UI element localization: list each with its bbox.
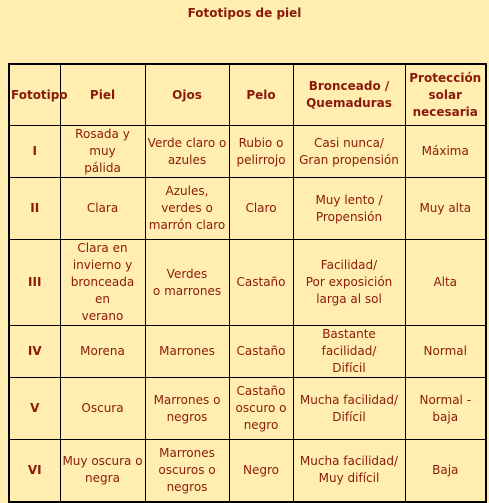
cell-pelo: Claro — [229, 178, 293, 240]
cell-pelo: Negro — [229, 440, 293, 502]
table-row — [9, 240, 486, 326]
cell-bronceado: Casi nunca/ Gran propensión — [293, 126, 405, 178]
cell-ojos: Verdes o marrones — [145, 240, 229, 326]
cell-piel: Oscura — [60, 378, 145, 440]
header-proteccion: Protección solar necesaria — [405, 64, 486, 126]
cell-ojos: Marrones oscuros o negros — [145, 440, 229, 502]
cell-proteccion: Máxima — [405, 126, 486, 178]
cell-ojos: Verde claro o azules — [145, 126, 229, 178]
cell-fototipo: I — [9, 126, 60, 178]
cell-bronceado: Mucha facilidad/ Muy difícil — [293, 440, 405, 502]
cell-fototipo: VI — [9, 440, 60, 502]
cell-ojos: Marrones — [145, 326, 229, 378]
cell-fototipo: V — [9, 378, 60, 440]
cell-proteccion: Normal - baja — [405, 378, 486, 440]
cell-fototipo: III — [9, 240, 60, 326]
cell-proteccion: Baja — [405, 440, 486, 502]
header-piel: Piel — [60, 64, 145, 126]
cell-piel: Muy oscura o negra — [60, 440, 145, 502]
cell-piel: Rosada y muy pálida — [60, 126, 145, 178]
cell-bronceado: Facilidad/ Por exposición larga al sol — [293, 240, 405, 326]
cell-ojos: Azules, verdes o marrón claro — [145, 178, 229, 240]
cell-fototipo: IV — [9, 326, 60, 378]
cell-proteccion: Alta — [405, 240, 486, 326]
cell-proteccion: Normal — [405, 326, 486, 378]
fototipos-table — [8, 63, 487, 503]
header-bronceado: Bronceado / Quemaduras — [293, 64, 405, 126]
table-row — [9, 326, 486, 378]
cell-pelo: Castaño — [229, 326, 293, 378]
cell-piel: Clara en invierno y bronceada en verano — [60, 240, 145, 326]
table-row — [9, 378, 486, 440]
table-header-row — [9, 64, 486, 126]
header-pelo: Pelo — [229, 64, 293, 126]
page-title: Fototipos de piel — [187, 6, 302, 20]
table-row — [9, 440, 486, 502]
cell-pelo: Rubio o pelirrojo — [229, 126, 293, 178]
cell-bronceado: Mucha facilidad/ Difícil — [293, 378, 405, 440]
table-row — [9, 178, 486, 240]
cell-bronceado: Muy lento / Propensión — [293, 178, 405, 240]
header-ojos: Ojos — [145, 64, 229, 126]
cell-fototipo: II — [9, 178, 60, 240]
cell-pelo: Castaño oscuro o negro — [229, 378, 293, 440]
cell-bronceado: Bastante facilidad/ Difícil — [293, 326, 405, 378]
cell-pelo: Castaño — [229, 240, 293, 326]
cell-proteccion: Muy alta — [405, 178, 486, 240]
cell-piel: Morena — [60, 326, 145, 378]
cell-piel: Clara — [60, 178, 145, 240]
table-row — [9, 126, 486, 178]
cell-ojos: Marrones o negros — [145, 378, 229, 440]
header-fototipo: Fototipo — [9, 64, 60, 126]
